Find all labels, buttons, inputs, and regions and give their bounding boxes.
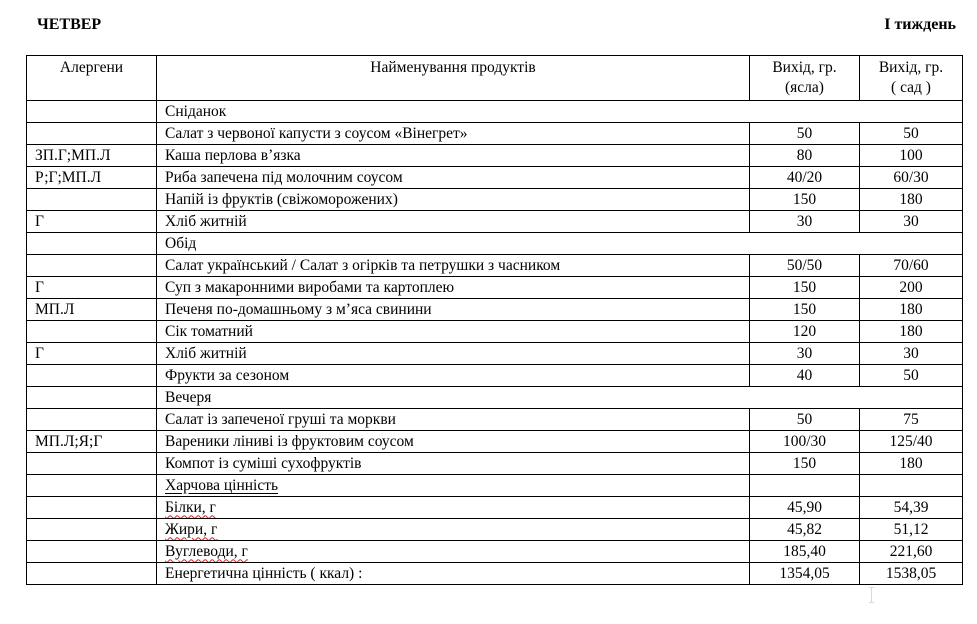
allergens-empty-cell — [27, 497, 157, 519]
col-header-nursery-line1: Вихід, гр. — [772, 59, 837, 76]
nursery-value-cell: 45,90 — [750, 497, 860, 519]
kindergarten-value-cell: 51,12 — [860, 519, 963, 541]
col-header-nursery — [750, 56, 860, 101]
allergens-cell: Г — [27, 211, 157, 233]
nursery-yield-cell: 30 — [750, 343, 860, 365]
col-header-kindergarten-line1: Вихід, гр. — [878, 59, 944, 76]
section-allergens-empty — [27, 475, 157, 497]
table-row — [27, 255, 963, 277]
allergens-cell — [27, 453, 157, 475]
table-row — [27, 343, 963, 365]
nutrient-name-cell — [157, 541, 750, 563]
allergens-cell: МП.Л — [27, 299, 157, 321]
table-row — [27, 321, 963, 343]
col-header-nursery-line2: (ясла) — [785, 79, 824, 96]
allergens-cell: Г — [27, 343, 157, 365]
nutrient-name-cell — [157, 519, 750, 541]
dish-name-cell: Вареники ліниві із фруктовим соусом — [157, 431, 750, 453]
section-title-nutrition-cell — [157, 475, 750, 497]
section-title-breakfast: Сніданок — [157, 101, 963, 123]
nursery-yield-cell: 150 — [750, 453, 860, 475]
kindergarten-yield-cell: 50 — [860, 123, 963, 145]
kindergarten-yield-cell: 200 — [860, 277, 963, 299]
allergens-cell: ЗП.Г;МП.Л — [27, 145, 157, 167]
section-row-nutrition — [27, 475, 963, 497]
dish-name-cell: Салат із запеченої груші та моркви — [157, 409, 750, 431]
nursery-empty-cell — [750, 475, 860, 497]
section-allergens-empty — [27, 101, 157, 123]
section-title-dinner: Вечеря — [157, 387, 963, 409]
allergens-empty-cell — [27, 541, 157, 563]
dish-name-cell: Напій із фруктів (свіжоморожених) — [157, 189, 750, 211]
col-header-allergens-label: Алергени — [59, 59, 124, 76]
dish-name-cell: Салат український / Салат з огірків та петрушки з часником — [157, 255, 750, 277]
allergens-empty-cell — [27, 563, 157, 585]
section-row-dinner — [27, 387, 963, 409]
nutrient-name-cell — [157, 497, 750, 519]
kindergarten-yield-cell: 180 — [860, 299, 963, 321]
table-row — [27, 541, 963, 563]
table-row — [27, 409, 963, 431]
day-title: ЧЕТВЕР — [37, 16, 102, 33]
menu-table — [26, 55, 963, 585]
nursery-yield-cell: 30 — [750, 211, 860, 233]
dish-name-cell: Хліб житній — [157, 343, 750, 365]
nursery-yield-cell: 40/20 — [750, 167, 860, 189]
kindergarten-yield-cell: 125/40 — [860, 431, 963, 453]
dish-name-cell: Хліб житній — [157, 211, 750, 233]
dish-name-cell: Риба запечена під молочним соусом — [157, 167, 750, 189]
nutrient-name-energy: Енергетична цінність ( ккал) : — [157, 563, 750, 585]
nursery-yield-cell: 80 — [750, 145, 860, 167]
nursery-yield-cell: 150 — [750, 277, 860, 299]
kindergarten-yield-cell: 180 — [860, 189, 963, 211]
table-row — [27, 189, 963, 211]
nursery-value-cell: 185,40 — [750, 541, 860, 563]
allergens-cell — [27, 123, 157, 145]
kindergarten-value-cell: 221,60 — [860, 541, 963, 563]
nursery-value-cell: 45,82 — [750, 519, 860, 541]
dish-name-cell: Фрукти за сезоном — [157, 365, 750, 387]
kindergarten-yield-cell: 75 — [860, 409, 963, 431]
table-row — [27, 167, 963, 189]
nursery-yield-cell: 100/30 — [750, 431, 860, 453]
table-row — [27, 365, 963, 387]
kindergarten-yield-cell: 180 — [860, 321, 963, 343]
allergens-empty-cell — [27, 519, 157, 541]
dish-name-cell: Компот із суміші сухофруктів — [157, 453, 750, 475]
allergens-cell — [27, 255, 157, 277]
kindergarten-value-cell: 54,39 — [860, 497, 963, 519]
table-row — [27, 519, 963, 541]
dish-name-cell: Сік томатний — [157, 321, 750, 343]
col-header-allergens — [27, 56, 157, 101]
col-header-name — [157, 56, 750, 101]
section-row-lunch — [27, 233, 963, 255]
allergens-cell — [27, 409, 157, 431]
nutrient-name-proteins: Білки, г — [165, 498, 216, 516]
section-allergens-empty — [27, 387, 157, 409]
kindergarten-yield-cell: 70/60 — [860, 255, 963, 277]
dish-name-cell: Каша перлова в’язка — [157, 145, 750, 167]
nursery-yield-cell: 40 — [750, 365, 860, 387]
table-row — [27, 145, 963, 167]
nursery-yield-cell: 150 — [750, 299, 860, 321]
col-header-kindergarten — [860, 56, 963, 101]
kindergarten-energy-total: 1538,05 — [860, 563, 963, 585]
section-allergens-empty — [27, 233, 157, 255]
table-row — [27, 563, 963, 585]
nursery-energy-total: 1354,05 — [750, 563, 860, 585]
kindergarten-yield-cell: 30 — [860, 211, 963, 233]
allergens-cell — [27, 189, 157, 211]
allergens-cell — [27, 321, 157, 343]
table-row — [27, 453, 963, 475]
table-row — [27, 277, 963, 299]
kindergarten-yield-cell: 30 — [860, 343, 963, 365]
table-row — [27, 211, 963, 233]
kindergarten-yield-cell: 100 — [860, 145, 963, 167]
dish-name-cell: Суп з макаронними виробами та картоплею — [157, 277, 750, 299]
kindergarten-yield-cell: 180 — [860, 453, 963, 475]
table-row — [27, 123, 963, 145]
section-row-breakfast — [27, 101, 963, 123]
table-row — [27, 431, 963, 453]
allergens-cell: Р;Г;МП.Л — [27, 167, 157, 189]
nutrient-name-carbs: Вуглеводи, г — [165, 542, 248, 560]
section-title-lunch: Обід — [157, 233, 963, 255]
nursery-yield-cell: 50 — [750, 123, 860, 145]
allergens-cell: МП.Л;Я;Г — [27, 431, 157, 453]
table-row — [27, 299, 963, 321]
kindergarten-yield-cell: 50 — [860, 365, 963, 387]
nursery-yield-cell: 50/50 — [750, 255, 860, 277]
dish-name-cell: Печеня по-домашньому з м’яса свинини — [157, 299, 750, 321]
week-label: І тиждень — [884, 16, 956, 33]
kindergarten-empty-cell — [860, 475, 963, 497]
section-title-nutrition: Харчова цінність — [165, 476, 279, 494]
text-cursor-icon — [869, 587, 875, 603]
col-header-name-label: Найменування продуктів — [370, 59, 536, 76]
kindergarten-yield-cell: 60/30 — [860, 167, 963, 189]
allergens-cell — [27, 365, 157, 387]
col-header-kindergarten-line2: ( сад ) — [891, 79, 931, 96]
nursery-yield-cell: 150 — [750, 189, 860, 211]
dish-name-cell: Салат з червоної капусти з соусом «Вінегрет» — [157, 123, 750, 145]
table-header-row — [27, 56, 963, 101]
nutrient-name-fats: Жири, г — [165, 520, 218, 538]
nursery-yield-cell: 50 — [750, 409, 860, 431]
table-row — [27, 497, 963, 519]
nursery-yield-cell: 120 — [750, 321, 860, 343]
allergens-cell: Г — [27, 277, 157, 299]
